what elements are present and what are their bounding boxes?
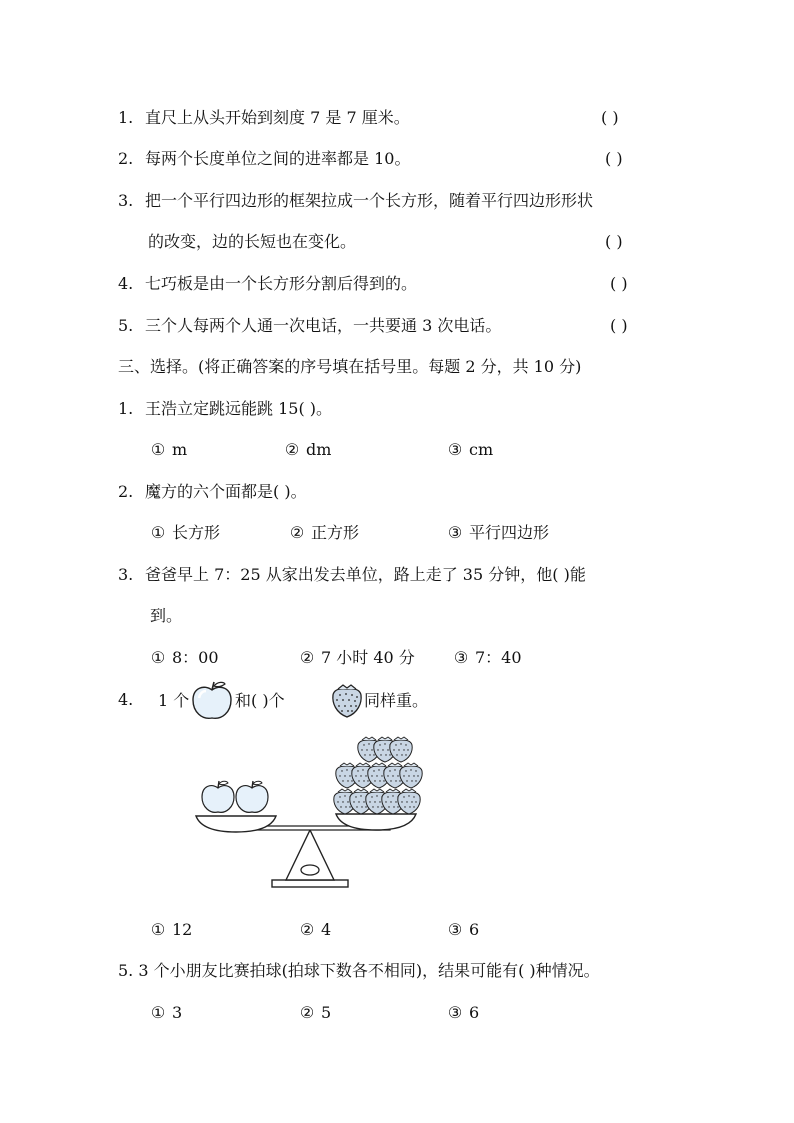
choice-2-option-1[interactable]: ① 长方形	[150, 523, 221, 542]
choice-1-option-3[interactable]: ③ cm	[447, 440, 494, 459]
choice-3-text: 爸爸早上 7：25 从家出发去单位，路上走了 35 分钟，他( )能	[145, 565, 586, 584]
judge-2-text: 每两个长度单位之间的进率都是 10。	[145, 149, 411, 168]
choice-4-option-2[interactable]: ② 4	[299, 920, 332, 939]
choice-4-text-part2: 和( )个	[235, 691, 285, 710]
judge-4-answer-blank[interactable]: ( )	[610, 274, 628, 293]
balance-scale-illustration	[190, 730, 430, 895]
judge-2-answer-blank[interactable]: ( )	[605, 149, 623, 168]
choice-3-number: 3.	[118, 565, 134, 584]
choice-4-number: 4.	[118, 690, 134, 709]
judge-5-answer-blank[interactable]: ( )	[610, 316, 628, 335]
choice-4-text-part1: 1 个	[158, 691, 190, 710]
strawberry-icon	[330, 683, 364, 719]
choice-3-option-2[interactable]: ② 7 小时 40 分	[299, 648, 415, 667]
choice-1-text: 王浩立定跳远能跳 15( )。	[145, 399, 333, 418]
choice-3-option-1[interactable]: ① 8：00	[150, 648, 219, 667]
choice-4-text-part3: 同样重。	[364, 691, 429, 710]
apple-icon	[190, 680, 234, 722]
section-3-title: 三、选择。(将正确答案的序号填在括号里。每题 2 分，共 10 分)	[118, 357, 582, 376]
choice-1-number: 1.	[118, 399, 134, 418]
judge-5-text: 三个人每两个人通一次电话，一共要通 3 次电话。	[145, 316, 502, 335]
judge-2-number: 2.	[118, 149, 134, 168]
choice-1-option-2[interactable]: ② dm	[284, 440, 332, 459]
judge-3-number: 3.	[118, 191, 134, 210]
choice-2-number: 2.	[118, 482, 134, 501]
choice-5-text: 5. 3 个小朋友比赛拍球(拍球下数各不相同)，结果可能有( )种情况。	[118, 961, 600, 980]
choice-4-option-3[interactable]: ③ 6	[447, 920, 480, 939]
choice-3-option-3[interactable]: ③ 7：40	[453, 648, 522, 667]
judge-3-text-continued: 的改变，边的长短也在变化。	[148, 232, 357, 251]
choice-5-option-1[interactable]: ① 3	[150, 1003, 183, 1022]
judge-4-number: 4.	[118, 274, 134, 293]
choice-2-text: 魔方的六个面都是( )。	[145, 482, 307, 501]
judge-4-text: 七巧板是由一个长方形分割后得到的。	[145, 274, 418, 293]
judge-5-number: 5.	[118, 316, 134, 335]
choice-1-option-1[interactable]: ① m	[150, 440, 188, 459]
choice-5-option-2[interactable]: ② 5	[299, 1003, 332, 1022]
judge-3-text: 把一个平行四边形的框架拉成一个长方形，随着平行四边形形状	[145, 191, 594, 210]
choice-3-text-continued: 到。	[150, 606, 183, 625]
judge-1-answer-blank[interactable]: ( )	[601, 108, 619, 127]
choice-4-option-1[interactable]: ① 12	[150, 920, 193, 939]
judge-1-text: 直尺上从头开始到刻度 7 是 7 厘米。	[145, 108, 410, 127]
judge-1-number: 1.	[118, 108, 134, 127]
choice-2-option-2[interactable]: ② 正方形	[289, 523, 360, 542]
choice-5-option-3[interactable]: ③ 6	[447, 1003, 480, 1022]
judge-3-answer-blank[interactable]: ( )	[605, 232, 623, 251]
choice-2-option-3[interactable]: ③ 平行四边形	[447, 523, 550, 542]
